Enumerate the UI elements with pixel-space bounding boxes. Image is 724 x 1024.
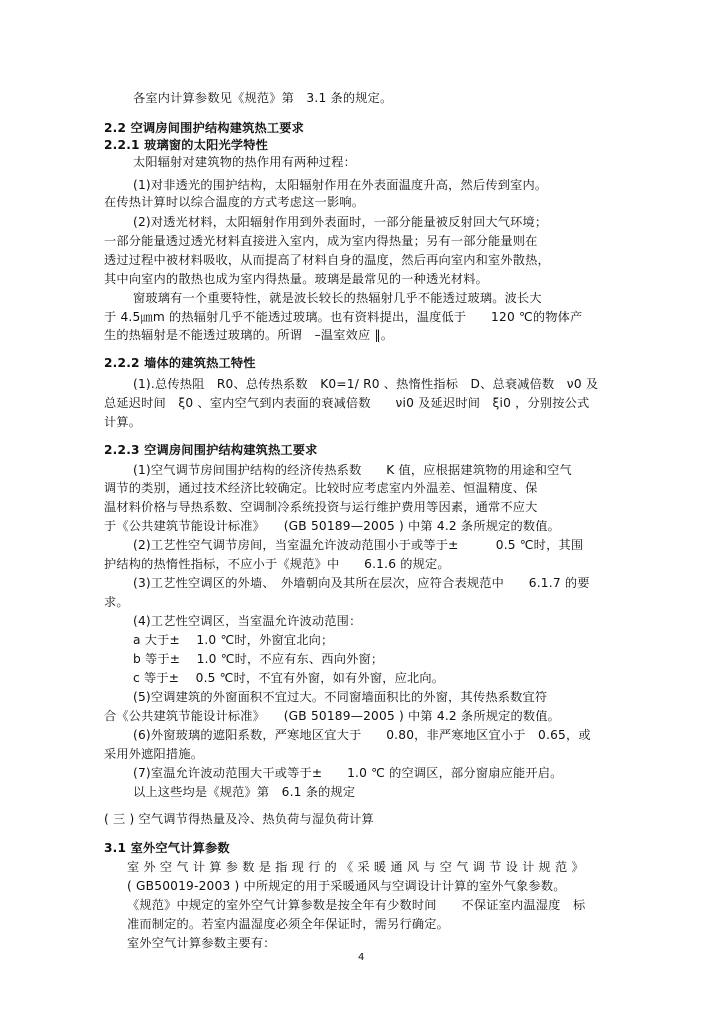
text-line: (2)对透光材料，太阳辐射作用到外表面时，一部分能量被反射回大气环境；	[133, 215, 548, 229]
text-line: 采用外遮阳措施。	[104, 747, 204, 761]
text-line: (2)工艺性空气调节房间，当室温允许波动范围小于或等于± 0.5 ℃时，其围	[133, 538, 584, 552]
text-line: (1)对非透光的围护结构，太阳辐射作用在外表面温度升高，然后传到室内。	[133, 178, 548, 192]
text-line: 于 4.5㎛m 的热辐射几乎不能透过玻璃。也有资料提出，温度低于 120 ℃的物体产	[104, 310, 583, 324]
text-line: 调节的类别，通过技术经济比较确定。比较时应考虑室内外温差、恒温精度、保	[104, 481, 538, 495]
text-line: 以上这些均是《规范》第 6.1 条的规定	[133, 785, 356, 799]
text-line: 温材料价格与导热系数、空调制冷系统投资与运行维护费用等因素，通常不应大	[104, 500, 538, 514]
text-line: 生的热辐射是不能透过玻璃的。所谓 –温室效应 ‖。	[104, 328, 394, 342]
text-line: (7)室温允许波动范围大干或等于± 1.0 ℃ 的空调区，部分窗扇应能开启。	[133, 766, 563, 780]
text-line: 室 外 空 气 计 算 参 数 是 指 现 行 的 《 采 暖 通 风 与 空 气 调 节 设 计 规 范 》	[127, 860, 584, 874]
chapter-heading: ( 三 ) 空气调节得热量及冷、热负荷与湿负荷计算	[104, 812, 374, 826]
text-line: 求。	[104, 595, 129, 609]
text-line: (6)外窗玻璃的遮阳系数，严寒地区宜大于 0.80，非严寒地区宜小于 0.65，或	[133, 728, 591, 742]
text-line: 在传热计算时以综合温度的方式考虑这一影响。	[104, 195, 365, 209]
text-line: 透过过程中被材料吸收，从而提高了材料自身的温度，然后再向室内和室外散热，	[104, 253, 550, 267]
text-line: ( GB50019-2003 ) 中所规定的用于采暖通风与空调设计计算的室外气象参数。	[127, 879, 566, 893]
text-line: (1)空气调节房间围护结构的经济传热系数 K 值，应根据建筑物的用途和空气	[133, 463, 572, 477]
page-number: 4	[358, 952, 365, 963]
text-line: b 等于± 1.0 ℃时，不应有东、西向外窗；	[133, 652, 384, 666]
subsection-heading: 2.2.2 墙体的建筑热工特性	[104, 356, 256, 370]
text-line: 总延迟时间 ξ0 、室内空气到内表面的衰减倍数 νi0 及延迟时间 ξi0 ，分别按公式	[104, 396, 590, 410]
text-line: 其中向室内的散热也成为室内得热量。玻璃是最常见的一种透光材料。	[104, 272, 489, 286]
text-line: 于《公共建筑节能设计标准》 (GB 50189—2005 ) 中第 4.2 条所规定的数值。	[104, 519, 561, 533]
text-line: (5)空调建筑的外窗面积不宜过大。不同窗墙面积比的外窗，其传热系数宜符	[133, 690, 548, 704]
text-line: 合《公共建筑节能设计标准》 (GB 50189—2005 ) 中第 4.2 条所规定的数值。	[104, 709, 561, 723]
subsection-heading: 2.2.3 空调房间围护结构建筑热工要求	[104, 443, 318, 457]
text-line: (1).总传热阻 R0、总传热系数 K0=1/ R0 、热惰性指标 D、总衰减倍数 ν0 及	[133, 377, 599, 391]
text-line: 护结构的热惰性指标，不应小于《规范》中 6.1.6 的规定。	[104, 557, 450, 571]
text-line: (4)工艺性空调区，当室温允许波动范围：	[133, 614, 362, 628]
section-heading: 2.2 空调房间围护结构建筑热工要求	[104, 121, 305, 135]
text-line: 各室内计算参数见《规范》第 3.1 条的规定。	[133, 91, 393, 105]
text-line: 一部分能量透过透光材料直接进入室内，成为室内得热量；另有一部分能量则在	[104, 234, 538, 248]
text-line: 太阳辐射对建筑物的热作用有两种过程：	[133, 155, 356, 169]
text-line: 《规范》中规定的室外空气计算参数是按全年有少数时间 不保证室内温湿度 标	[127, 898, 586, 912]
text-line: 准而制定的。若室内温湿度必须全年保证时，需另行确定。	[127, 917, 450, 931]
text-line: 窗玻璃有一个重要特性，就是波长较长的热辐射几乎不能透过玻璃。波长大	[133, 291, 542, 305]
text-line: 计算。	[104, 415, 142, 429]
text-line: (3)工艺性空调区的外墙、 外墙朝向及其所在层次，应符合表规范中 6.1.7 的要	[133, 576, 590, 590]
text-line: 室外空气计算参数主要有：	[127, 936, 276, 950]
text-line: c 等于± 0.5 ℃时，不宜有外窗，如有外窗，应北向。	[133, 671, 445, 685]
subsection-heading: 2.2.1 玻璃窗的太阳光学特性	[104, 138, 269, 152]
section-heading: 3.1 室外空气计算参数	[104, 841, 230, 855]
text-line: a 大于± 1.0 ℃时，外窗宜北向；	[133, 633, 334, 647]
